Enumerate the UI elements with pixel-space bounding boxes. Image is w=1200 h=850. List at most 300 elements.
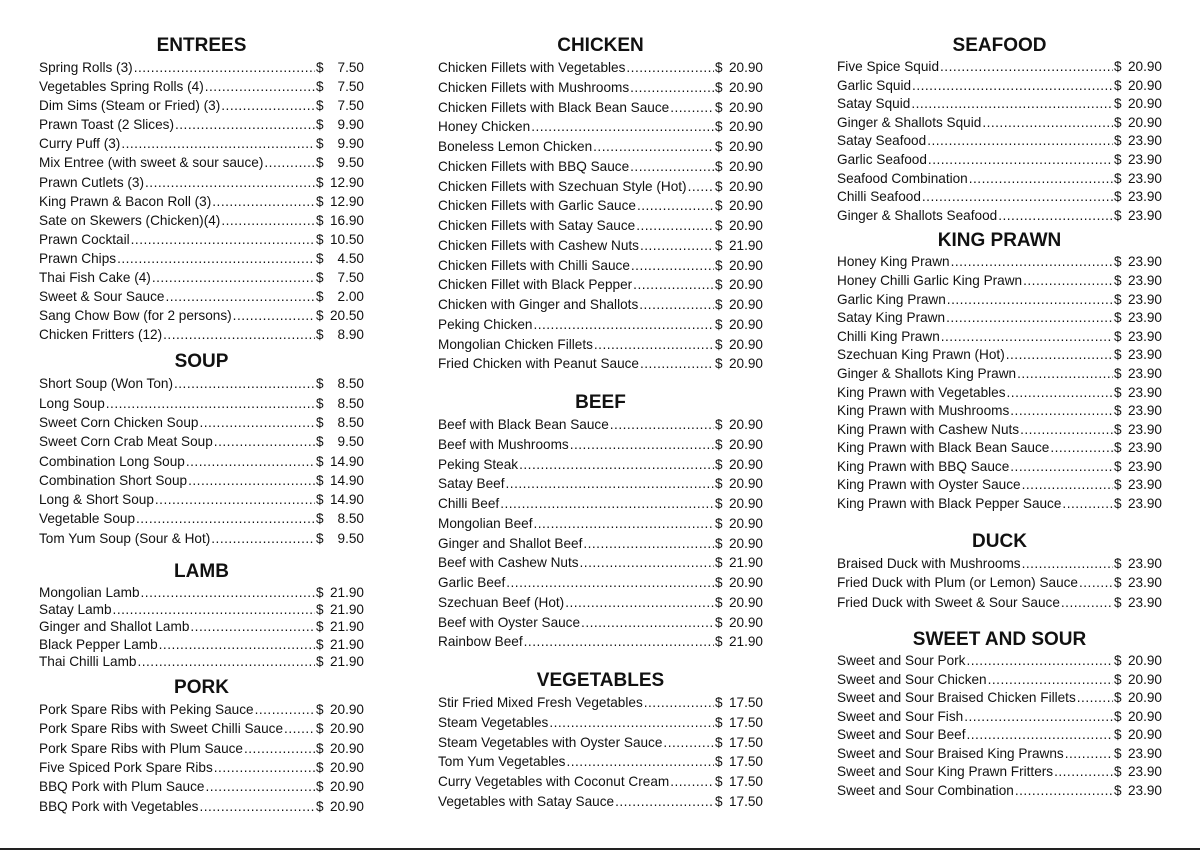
- menu-item: [438, 335, 763, 355]
- dot-leader: [1062, 495, 1113, 514]
- dot-leader: [500, 494, 714, 514]
- menu-item-price: 14.90: [329, 492, 364, 508]
- dot-leader: [594, 335, 714, 355]
- menu-item-name: Combination Short Soup: [39, 472, 188, 488]
- menu-item: [837, 573, 1162, 593]
- menu-item-price: 17.50: [728, 774, 763, 789]
- menu-item-name: Steam Vegetables: [438, 714, 549, 730]
- menu-item-price: 14.90: [329, 453, 364, 469]
- menu-item: [438, 137, 763, 157]
- menu-item-price: 4.50: [337, 250, 364, 266]
- menu-item-name: Sweet & Sour Sauce: [39, 289, 165, 305]
- menu-item: [837, 384, 1162, 403]
- menu-item-price: 20.90: [1127, 114, 1162, 130]
- menu-item-name: Sweet Corn Crab Meat Soup: [39, 434, 213, 450]
- menu-item-name: Chicken Fillets with Mushrooms: [438, 79, 630, 95]
- menu-item: [438, 315, 763, 335]
- menu-item-price: 16.90: [329, 212, 364, 228]
- dot-leader: [928, 151, 1113, 170]
- menu-item-price: 7.50: [337, 60, 364, 75]
- dot-leader: [626, 58, 714, 78]
- menu-item: [39, 700, 364, 719]
- dot-leader: [922, 188, 1113, 207]
- dot-leader: [233, 306, 315, 325]
- menu-item-price: 7.50: [337, 98, 364, 114]
- dot-leader: [912, 77, 1113, 96]
- dot-leader: [670, 772, 714, 792]
- currency-symbol: $: [316, 155, 324, 171]
- menu-item-price: 23.90: [1127, 170, 1162, 186]
- menu-item-price: 8.50: [337, 376, 364, 392]
- dot-leader: [583, 534, 714, 554]
- currency-symbol: $: [715, 99, 723, 115]
- menu-item: [837, 188, 1162, 207]
- menu-item-name: Chicken Fillets with Chilli Sauce: [438, 257, 630, 273]
- dot-leader: [630, 78, 714, 98]
- menu-item: [438, 792, 763, 812]
- menu-item: [837, 207, 1162, 226]
- dot-leader: [136, 509, 315, 528]
- menu-item-price: 10.50: [329, 231, 364, 247]
- menu-item-price: 9.50: [337, 434, 364, 450]
- menu-item: [837, 132, 1162, 151]
- menu-item-name: Tom Yum Vegetables: [438, 754, 566, 770]
- menu-item-name: Sweet and Sour Combination: [837, 782, 1014, 798]
- menu-item-name: Chicken Fillets with Cashew Nuts: [438, 237, 639, 253]
- dot-leader: [644, 693, 714, 713]
- currency-symbol: $: [316, 759, 324, 775]
- menu-item-name: Chicken Fillets with Vegetables: [438, 60, 626, 75]
- menu-item-price: 23.90: [1127, 310, 1162, 326]
- section-title-king-prawn: KING PRAWN: [937, 230, 1062, 252]
- menu-item-price: 20.90: [728, 476, 763, 492]
- currency-symbol: $: [715, 119, 723, 135]
- section-title-vegetables: VEGETABLES: [536, 670, 665, 691]
- menu-item: [837, 554, 1162, 574]
- dot-leader: [964, 708, 1113, 727]
- menu-item-price: 20.90: [329, 759, 364, 775]
- menu-column-2: [438, 34, 763, 812]
- menu-item-price: 23.90: [1127, 575, 1162, 591]
- menu-item-price: 23.90: [1127, 207, 1162, 223]
- currency-symbol: $: [316, 308, 324, 324]
- menu-item-name: Chicken with Ginger and Shallots: [438, 297, 639, 312]
- section-title-entrees: ENTREES: [156, 35, 247, 56]
- menu-item: [438, 494, 763, 514]
- dot-leader: [506, 474, 714, 494]
- menu-item: [837, 346, 1162, 365]
- menu-item-price: 17.50: [728, 695, 763, 710]
- menu-item-price: 20.90: [329, 740, 364, 756]
- menu-item: [438, 474, 763, 494]
- menu-item: [837, 365, 1162, 384]
- menu-item-price: 23.90: [1127, 782, 1162, 798]
- menu-item-price: 20.90: [728, 614, 763, 630]
- menu-item: [438, 177, 763, 197]
- currency-symbol: $: [715, 535, 723, 551]
- menu-item-name: Garlic Beef: [438, 575, 506, 590]
- menu-item-name: Prawn Chips: [39, 250, 117, 266]
- menu-item-name: Long & Short Soup: [39, 492, 154, 508]
- menu-item-price: 20.90: [728, 218, 763, 233]
- menu-item-price: 20.90: [1127, 77, 1162, 93]
- menu-item-name: King Prawn & Bacon Roll (3): [39, 193, 212, 209]
- menu-item: [837, 95, 1162, 114]
- currency-symbol: $: [1114, 555, 1122, 571]
- menu-item: [837, 763, 1162, 782]
- menu-item-name: King Prawn with Oyster Sauce: [837, 477, 1021, 493]
- dot-leader: [134, 58, 315, 77]
- menu-item-name: Prawn Cutlets (3): [39, 174, 145, 190]
- menu-item-price: 23.90: [1127, 365, 1162, 381]
- menu-item-name: Curry Puff (3): [39, 136, 121, 152]
- currency-symbol: $: [1114, 291, 1122, 307]
- currency-symbol: $: [1114, 764, 1122, 780]
- menu-item-price: 7.50: [337, 270, 364, 286]
- dot-leader: [637, 196, 714, 216]
- menu-item-name: Pork Spare Ribs with Sweet Chilli Sauce: [39, 721, 284, 737]
- menu-item-name: Vegetable Soup: [39, 511, 135, 527]
- currency-symbol: $: [715, 695, 723, 710]
- menu-item-name: Pork Spare Ribs with Peking Sauce: [39, 702, 254, 718]
- menu-item: [837, 151, 1162, 170]
- dot-leader: [533, 514, 714, 534]
- menu-item-price: 23.90: [1127, 272, 1162, 288]
- menu-item-name: Garlic King Prawn: [837, 291, 946, 307]
- dot-leader: [284, 719, 315, 738]
- menu-item-name: King Prawn with Black Bean Sauce: [837, 440, 1050, 456]
- menu-item: [438, 632, 763, 652]
- menu-item-price: 21.90: [329, 619, 364, 635]
- menu-item-name: Honey King Prawn: [837, 254, 950, 270]
- menu-item-price: 20.90: [329, 798, 364, 814]
- currency-symbol: $: [715, 476, 723, 492]
- menu-item-price: 20.90: [728, 515, 763, 531]
- menu-item-price: 9.90: [337, 136, 364, 152]
- currency-symbol: $: [1114, 782, 1122, 798]
- currency-symbol: $: [715, 336, 723, 352]
- section-seafood: [837, 34, 1162, 225]
- menu-item: [438, 573, 763, 593]
- menu-item-price: 20.90: [728, 436, 763, 452]
- dot-leader: [117, 249, 315, 268]
- currency-symbol: $: [316, 798, 324, 814]
- menu-item-name: Sweet and Sour Braised Chicken Fillets: [837, 690, 1076, 706]
- menu-item: [39, 739, 364, 758]
- menu-item: [39, 618, 364, 635]
- menu-item: [438, 216, 763, 236]
- currency-symbol: $: [316, 740, 324, 756]
- menu-item: [39, 325, 364, 344]
- menu-item-price: 23.90: [1127, 133, 1162, 149]
- menu-item-name: Ginger and Shallot Beef: [438, 535, 583, 551]
- menu-item: [39, 471, 364, 490]
- menu-item-price: 21.90: [329, 602, 364, 618]
- dot-leader: [131, 230, 315, 249]
- menu-item-name: Chicken Fillet with Black Pepper: [438, 277, 633, 293]
- dot-leader: [946, 309, 1113, 328]
- menu-item: [39, 719, 364, 738]
- menu-item-price: 20.90: [1127, 690, 1162, 706]
- currency-symbol: $: [715, 139, 723, 154]
- menu-item: [39, 584, 364, 601]
- currency-symbol: $: [1114, 458, 1122, 474]
- dot-leader: [966, 726, 1113, 745]
- currency-symbol: $: [715, 198, 723, 214]
- menu-item-price: 20.90: [329, 779, 364, 795]
- menu-item-price: 21.90: [728, 634, 763, 650]
- menu-item-price: 20.90: [728, 316, 763, 332]
- menu-item-price: 20.90: [728, 99, 763, 115]
- menu-item: [39, 173, 364, 192]
- currency-symbol: $: [1114, 745, 1122, 761]
- menu-item: [39, 777, 364, 796]
- menu-item-price: 8.50: [337, 415, 364, 430]
- menu-item-price: 20.90: [728, 139, 763, 154]
- menu-item-price: 17.50: [728, 734, 763, 750]
- menu-item-price: 20.90: [728, 594, 763, 610]
- menu-item: [39, 490, 364, 509]
- dot-leader: [1077, 689, 1113, 708]
- menu-item: [837, 439, 1162, 458]
- menu-item-name: Short Soup (Won Ton): [39, 376, 173, 392]
- currency-symbol: $: [715, 456, 723, 472]
- menu-item-name: Ginger & Shallots Squid: [837, 114, 982, 130]
- menu-column-1: [39, 34, 364, 816]
- menu-item: [837, 782, 1162, 801]
- menu-item-name: Satay Squid: [837, 96, 911, 112]
- currency-symbol: $: [316, 721, 324, 737]
- menu-item-price: 20.90: [329, 702, 364, 718]
- dot-leader: [630, 157, 714, 177]
- dot-leader: [519, 455, 714, 475]
- dot-leader: [663, 733, 714, 753]
- menu-item: [837, 708, 1162, 727]
- section-title-duck: DUCK: [972, 530, 1027, 552]
- menu-item-name: Beef with Cashew Nuts: [438, 555, 579, 571]
- menu-item: [438, 435, 763, 455]
- menu-item-name: Szechuan Beef (Hot): [438, 594, 565, 610]
- dot-leader: [1065, 745, 1113, 764]
- currency-symbol: $: [715, 555, 723, 571]
- menu-item: [39, 153, 364, 172]
- currency-symbol: $: [715, 496, 723, 511]
- dot-leader: [165, 287, 315, 306]
- currency-symbol: $: [1114, 133, 1122, 149]
- menu-item: [438, 752, 763, 772]
- menu-item: [837, 328, 1162, 347]
- currency-symbol: $: [1114, 690, 1122, 706]
- menu-item-name: King Prawn with BBQ Sauce: [837, 458, 1010, 474]
- section-duck: [837, 530, 1162, 613]
- menu-item: [438, 733, 763, 753]
- menu-item: [39, 653, 364, 670]
- menu-item-price: 20.90: [728, 60, 763, 75]
- dot-leader: [1079, 573, 1113, 593]
- menu-item-price: 8.50: [337, 395, 364, 411]
- menu-item-price: 21.90: [728, 237, 763, 253]
- menu-item: [837, 689, 1162, 708]
- menu-item: [438, 693, 763, 713]
- menu-item: [39, 192, 364, 211]
- menu-item-price: 20.90: [728, 79, 763, 95]
- menu-item-price: 20.90: [728, 198, 763, 214]
- section-title-lamb: LAMB: [174, 561, 229, 583]
- section-title-pork: PORK: [174, 677, 229, 699]
- menu-item: [438, 256, 763, 276]
- menu-item: [438, 98, 763, 118]
- currency-symbol: $: [316, 636, 324, 652]
- dot-leader: [212, 192, 315, 211]
- menu-item-name: Steam Vegetables with Oyster Sauce: [438, 734, 663, 750]
- currency-symbol: $: [316, 117, 324, 133]
- dot-leader: [205, 777, 315, 796]
- currency-symbol: $: [316, 250, 324, 266]
- dot-leader: [174, 374, 315, 393]
- menu-item: [438, 295, 763, 315]
- dot-leader: [940, 58, 1113, 77]
- menu-item: [438, 78, 763, 98]
- currency-symbol: $: [715, 356, 723, 372]
- dot-leader: [221, 96, 315, 115]
- dot-leader: [636, 216, 714, 236]
- currency-symbol: $: [1114, 59, 1122, 74]
- menu-item: [837, 402, 1162, 421]
- menu-item: [39, 268, 364, 287]
- currency-symbol: $: [316, 270, 324, 286]
- dot-leader: [199, 413, 315, 432]
- section-title-chicken: CHICKEN: [557, 35, 644, 56]
- currency-symbol: $: [715, 436, 723, 452]
- menu-item: [39, 211, 364, 230]
- menu-item-name: Chicken Fillets with Satay Sauce: [438, 218, 636, 233]
- menu-item-name: Chicken Fillets with Szechuan Style (Hot): [438, 178, 687, 194]
- menu-item-name: BBQ Pork with Plum Sauce: [39, 779, 205, 795]
- menu-item-name: Mongolian Lamb: [39, 585, 140, 601]
- menu-item-price: 14.90: [329, 472, 364, 488]
- menu-item: [438, 455, 763, 475]
- menu-item-name: Prawn Cocktail: [39, 231, 130, 247]
- section-title-sweet-and-sour: SWEET AND SOUR: [912, 629, 1087, 651]
- menu-item-name: Mix Entree (with sweet & sour sauce): [39, 155, 264, 171]
- menu-item-price: 7.50: [337, 79, 364, 95]
- menu-item-name: Honey Chilli Garlic King Prawn: [837, 272, 1023, 288]
- menu-item-price: 21.90: [329, 585, 364, 601]
- dot-leader: [205, 77, 315, 96]
- menu-item-price: 23.90: [1127, 477, 1162, 493]
- dot-leader: [244, 739, 315, 758]
- dot-leader: [633, 275, 714, 295]
- dot-leader: [163, 325, 315, 344]
- dot-leader: [566, 752, 714, 772]
- menu-item: [39, 509, 364, 528]
- menu-item: [39, 394, 364, 413]
- dot-leader: [506, 573, 714, 593]
- section-king-prawn: [837, 229, 1162, 513]
- dot-leader: [1010, 458, 1113, 477]
- currency-symbol: $: [1114, 477, 1122, 493]
- dot-leader: [581, 613, 714, 633]
- menu-item-price: 2.00: [337, 289, 364, 305]
- currency-symbol: $: [316, 602, 324, 618]
- dot-leader: [631, 256, 714, 276]
- currency-symbol: $: [715, 277, 723, 293]
- menu-item-price: 23.90: [1127, 403, 1162, 419]
- currency-symbol: $: [715, 594, 723, 610]
- dot-leader: [580, 553, 714, 573]
- menu-item: [39, 115, 364, 134]
- currency-symbol: $: [1114, 440, 1122, 456]
- menu-item: [39, 432, 364, 451]
- menu-item-name: Rainbow Beef: [438, 634, 523, 650]
- menu-item-price: 20.90: [728, 575, 763, 590]
- currency-symbol: $: [316, 212, 324, 228]
- menu-item-price: 9.50: [337, 155, 364, 171]
- menu-item-price: 23.90: [1127, 328, 1162, 344]
- menu-item-price: 23.90: [1127, 595, 1162, 611]
- dot-leader: [1022, 554, 1113, 574]
- menu-item: [837, 458, 1162, 477]
- currency-symbol: $: [1114, 114, 1122, 130]
- menu-item-name: Chilli King Prawn: [837, 328, 940, 344]
- menu-item-name: Peking Steak: [438, 456, 519, 472]
- currency-symbol: $: [316, 472, 324, 488]
- currency-symbol: $: [316, 702, 324, 718]
- menu-item-price: 23.90: [1127, 458, 1162, 474]
- menu-item: [837, 291, 1162, 310]
- menu-item-name: Satay Seafood: [837, 133, 927, 149]
- menu-item-name: Satay Beef: [438, 476, 505, 492]
- menu-item-price: 21.90: [329, 636, 364, 652]
- menu-item-price: 23.90: [1127, 555, 1162, 571]
- menu-item: [438, 553, 763, 573]
- currency-symbol: $: [1114, 421, 1122, 437]
- menu-item: [438, 157, 763, 177]
- currency-symbol: $: [715, 774, 723, 789]
- currency-symbol: $: [1114, 310, 1122, 326]
- menu-item-price: 21.90: [728, 555, 763, 571]
- menu-item-name: Szechuan King Prawn (Hot): [837, 347, 1005, 363]
- menu-item-name: Sweet and Sour King Prawn Fritters: [837, 764, 1054, 780]
- currency-symbol: $: [316, 530, 324, 546]
- menu-item: [39, 452, 364, 471]
- menu-item-name: Prawn Toast (2 Slices): [39, 117, 174, 133]
- menu-item-name: Sweet and Sour Fish: [837, 708, 964, 724]
- menu-item-name: Pork Spare Ribs with Plum Sauce: [39, 740, 243, 756]
- currency-symbol: $: [1114, 151, 1122, 167]
- currency-symbol: $: [715, 79, 723, 95]
- menu-item-name: Fried Duck with Plum (or Lemon) Sauce: [837, 575, 1078, 591]
- menu-item-price: 8.50: [337, 511, 364, 527]
- menu-item: [837, 745, 1162, 764]
- currency-symbol: $: [715, 178, 723, 194]
- dot-leader: [106, 394, 315, 413]
- menu-item-price: 21.90: [329, 653, 364, 669]
- dot-leader: [152, 268, 315, 287]
- section-title-soup: SOUP: [174, 351, 229, 373]
- dot-leader: [159, 636, 315, 653]
- currency-symbol: $: [715, 575, 723, 590]
- menu-item: [39, 413, 364, 432]
- menu-item-price: 17.50: [728, 793, 763, 809]
- menu-item-name: Satay Lamb: [39, 602, 112, 618]
- menu-item-name: Fried Chicken with Peanut Sauce: [438, 356, 639, 372]
- menu-item-price: 20.90: [728, 119, 763, 135]
- section-lamb: [39, 560, 364, 670]
- menu-item-name: Sweet and Sour Beef: [837, 727, 966, 743]
- menu-item-name: Chicken Fillets with Garlic Sauce: [438, 198, 636, 214]
- menu-item-name: Chicken Fillets with Black Bean Sauce: [438, 99, 670, 115]
